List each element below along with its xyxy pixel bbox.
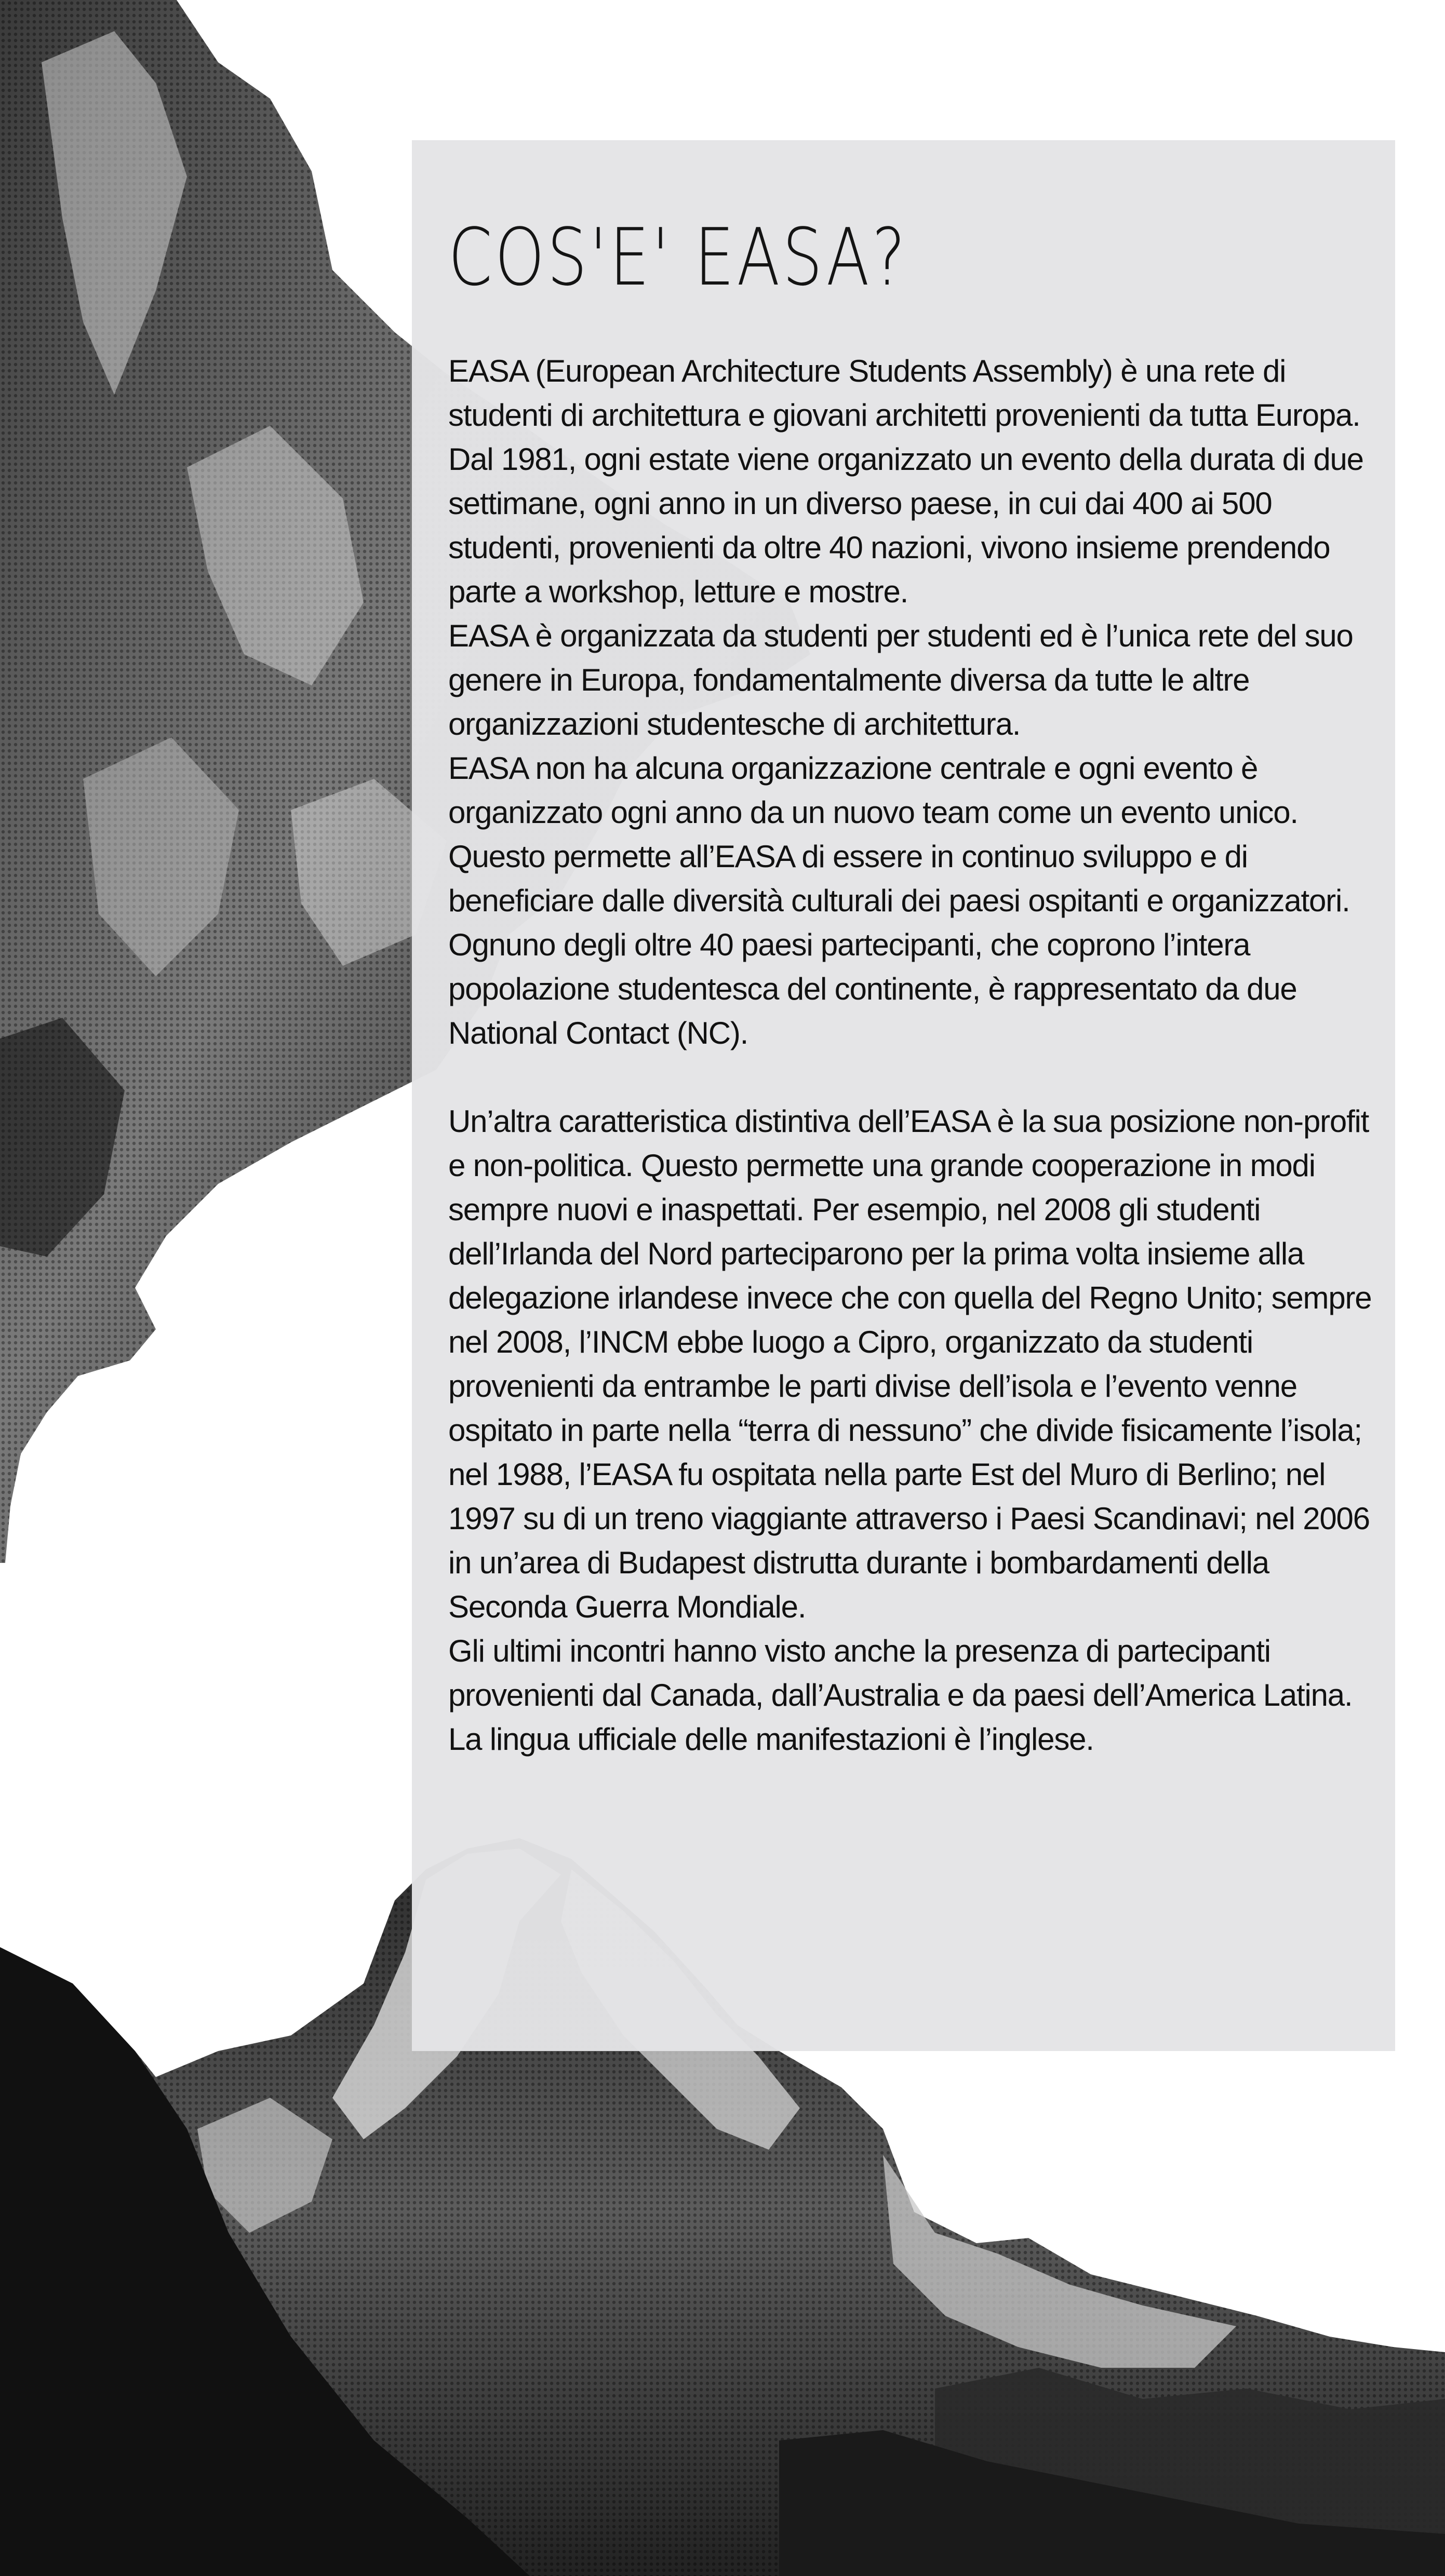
paragraph: Ognuno degli oltre 40 paesi partecipanti, che coprono l’intera popolazione studentesca del continente, è rappresentato da due National Contact (NC).	[448, 927, 1297, 1050]
page-title: COS'E' EASA?	[448, 211, 908, 303]
paragraph: Gli ultimi incontri hanno visto anche la presenza di partecipanti provenienti dal Canada, dall’Australia e da paesi dell’America Latina.	[448, 1634, 1353, 1712]
paragraph: Dal 1981, ogni estate viene organizzato un evento della durata di due settimane, ogni anno in un diverso paese, in cui dai 400 ai 500 studenti, provenienti da oltre 40 nazioni, vivono insieme prendendo parte a workshop, letture e mostre.	[448, 442, 1363, 609]
paragraph: Un’altra caratteristica distintiva dell’EASA è la sua posizione non-profit e non-politica. Questo permette una grande cooperazione in modi sempre nuovi e inaspettati. Per esempio, nel 2008 gli studenti dell’Irlanda del Nord parteciparono per la prima volta insieme alla delegazione irlandese invece che con quella del Regno Unito; sempre nel 2008, l’INCM ebbe luogo a Cipro, organizzato da studenti provenienti da entrambe le parti divise dell’isola e l’evento venne ospitato in parte nella “terra di nessuno” che divide fisicamente l’isola; nel 1988, l’EASA fu ospitata nella parte Est del Muro di Berlino; nel 1997 su di un treno viaggiante attraverso i Paesi Scandinavi; nel 2006 in un’area di Budapest distrutta durante i bombardamenti della Seconda Guerra Mondiale.	[448, 1104, 1372, 1624]
paragraph-gap	[448, 1055, 1378, 1099]
body-text	[448, 349, 1378, 1761]
paragraph: EASA non ha alcuna organizzazione centrale e ogni evento è organizzato ogni anno da un nuovo team come un evento unico. Questo permette all’EASA di essere in continuo sviluppo e di beneficiare dalle diversità culturali dei paesi ospitanti e organizzatori.	[448, 751, 1350, 918]
paragraph: EASA (European Architecture Students Assembly) è una rete di studenti di architettura e giovani architetti provenienti da tutta Europa.	[448, 354, 1360, 433]
paragraph: La lingua ufficiale delle manifestazioni è l’inglese.	[448, 1722, 1094, 1757]
content	[448, 211, 1378, 1761]
paragraph: EASA è organizzata da studenti per studenti ed è l’unica rete del suo genere in Europa, fondamentalmente diversa da tutte le altre organizzazioni studentesche di architettura.	[448, 618, 1353, 741]
